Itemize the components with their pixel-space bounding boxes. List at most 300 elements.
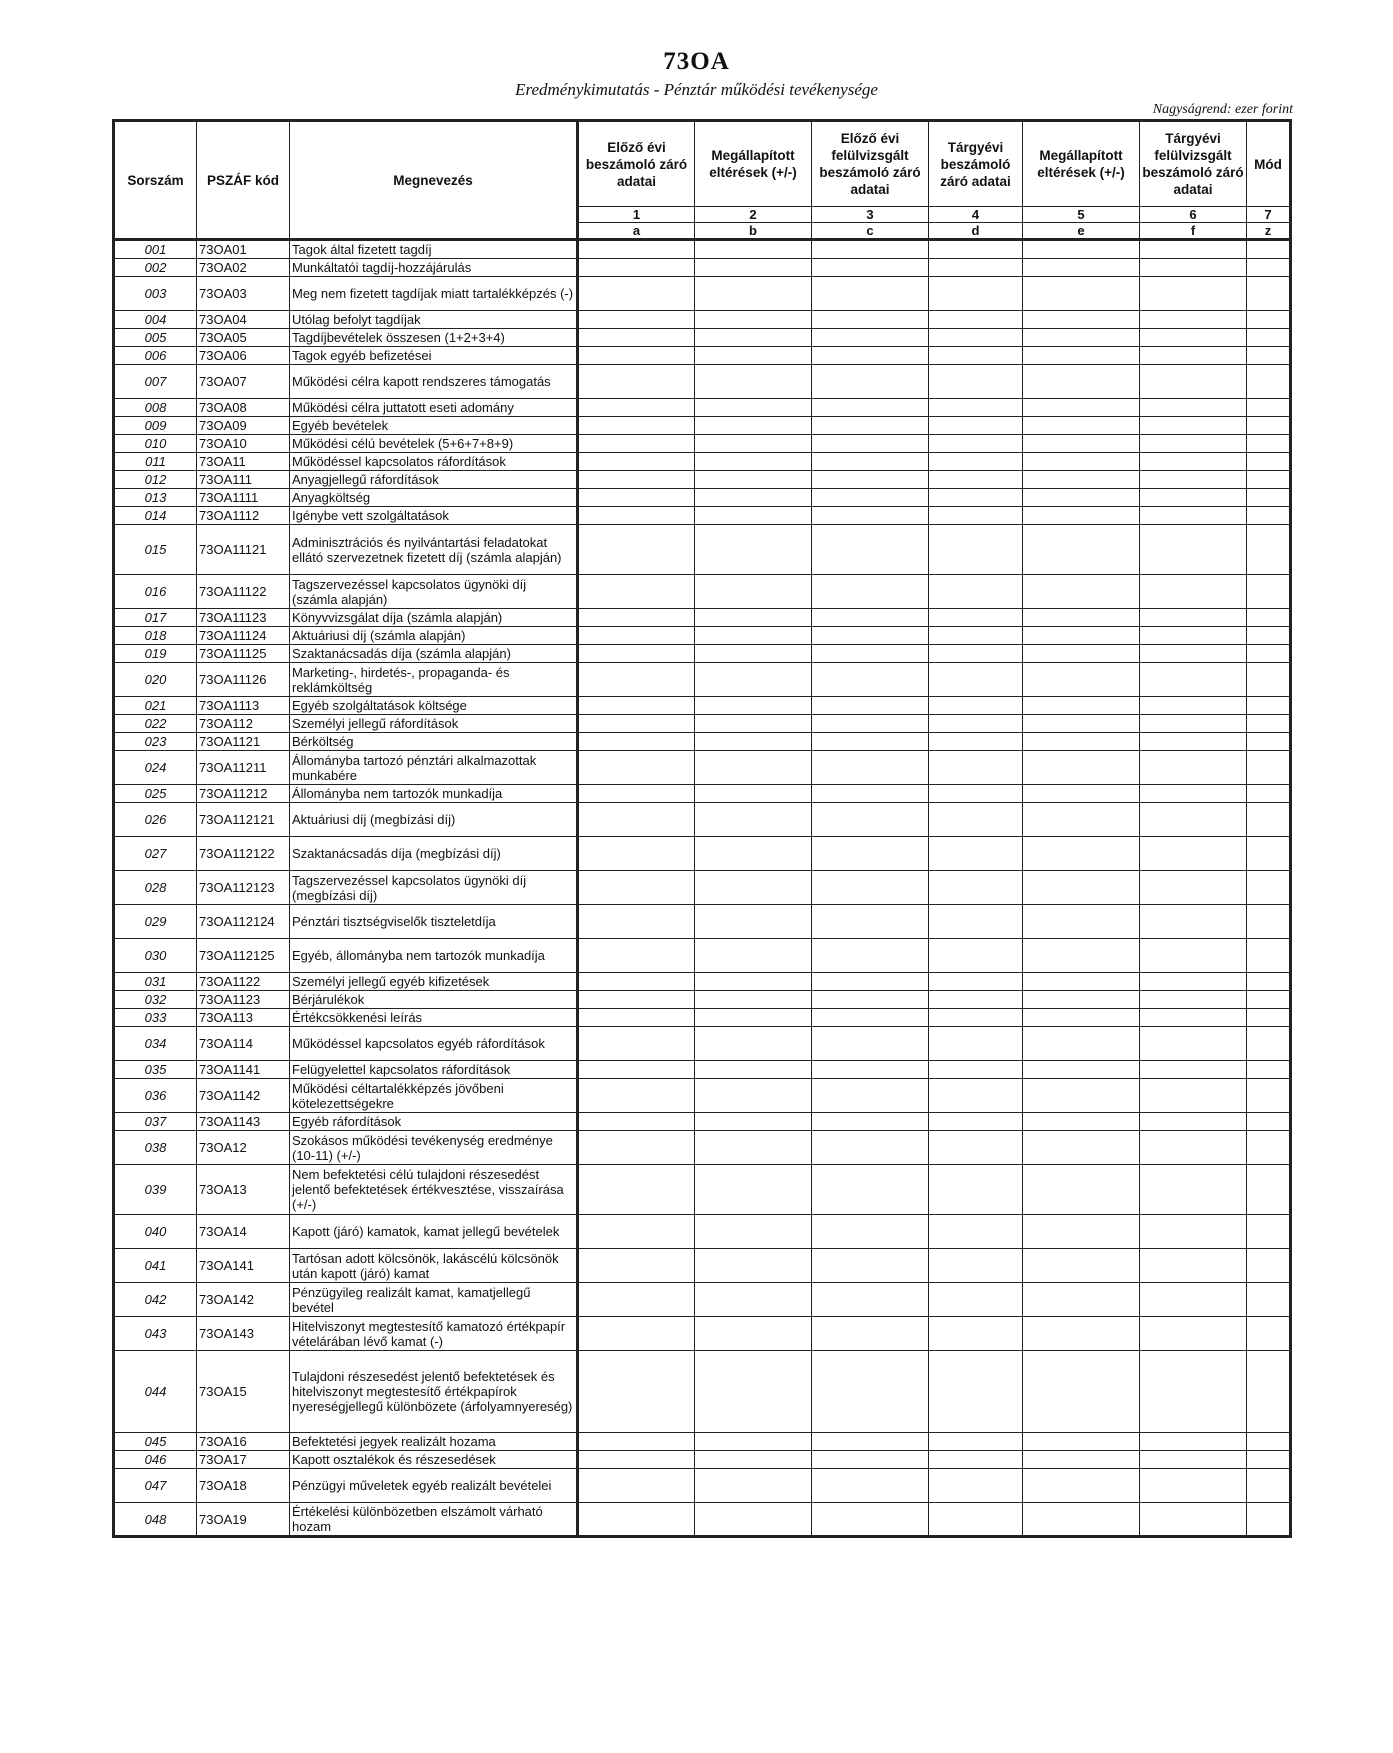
value-cell[interactable] — [1140, 785, 1247, 803]
value-cell[interactable] — [1023, 399, 1140, 417]
value-cell[interactable] — [1247, 991, 1291, 1009]
value-cell[interactable] — [1247, 973, 1291, 991]
value-cell[interactable] — [929, 905, 1023, 939]
value-cell[interactable] — [812, 575, 929, 609]
value-cell[interactable] — [578, 1351, 695, 1433]
value-cell[interactable] — [929, 1113, 1023, 1131]
value-cell[interactable] — [1140, 347, 1247, 365]
value-cell[interactable] — [929, 1451, 1023, 1469]
value-cell[interactable] — [1247, 905, 1291, 939]
value-cell[interactable] — [1023, 1009, 1140, 1027]
value-cell[interactable] — [929, 627, 1023, 645]
value-cell[interactable] — [578, 1451, 695, 1469]
value-cell[interactable] — [812, 1215, 929, 1249]
value-cell[interactable] — [812, 311, 929, 329]
value-cell[interactable] — [1140, 1283, 1247, 1317]
value-cell[interactable] — [1140, 715, 1247, 733]
value-cell[interactable] — [812, 991, 929, 1009]
value-cell[interactable] — [929, 871, 1023, 905]
value-cell[interactable] — [812, 1503, 929, 1537]
value-cell[interactable] — [1140, 697, 1247, 715]
value-cell[interactable] — [695, 1433, 812, 1451]
value-cell[interactable] — [695, 399, 812, 417]
value-cell[interactable] — [1023, 1351, 1140, 1433]
value-cell[interactable] — [929, 785, 1023, 803]
value-cell[interactable] — [1140, 1113, 1247, 1131]
value-cell[interactable] — [578, 399, 695, 417]
value-cell[interactable] — [695, 277, 812, 311]
value-cell[interactable] — [578, 1079, 695, 1113]
value-cell[interactable] — [1247, 751, 1291, 785]
value-cell[interactable] — [812, 1131, 929, 1165]
value-cell[interactable] — [578, 365, 695, 399]
value-cell[interactable] — [1023, 525, 1140, 575]
value-cell[interactable] — [695, 1249, 812, 1283]
value-cell[interactable] — [1023, 575, 1140, 609]
value-cell[interactable] — [929, 489, 1023, 507]
value-cell[interactable] — [1247, 1165, 1291, 1215]
value-cell[interactable] — [1247, 1131, 1291, 1165]
value-cell[interactable] — [1023, 697, 1140, 715]
value-cell[interactable] — [1023, 1165, 1140, 1215]
value-cell[interactable] — [1247, 489, 1291, 507]
value-cell[interactable] — [695, 1131, 812, 1165]
value-cell[interactable] — [1023, 489, 1140, 507]
value-cell[interactable] — [812, 507, 929, 525]
value-cell[interactable] — [1023, 259, 1140, 277]
value-cell[interactable] — [578, 1215, 695, 1249]
value-cell[interactable] — [578, 905, 695, 939]
value-cell[interactable] — [812, 1451, 929, 1469]
value-cell[interactable] — [695, 240, 812, 259]
value-cell[interactable] — [1023, 347, 1140, 365]
value-cell[interactable] — [695, 785, 812, 803]
value-cell[interactable] — [695, 453, 812, 471]
value-cell[interactable] — [929, 973, 1023, 991]
value-cell[interactable] — [695, 365, 812, 399]
value-cell[interactable] — [812, 1165, 929, 1215]
value-cell[interactable] — [578, 489, 695, 507]
value-cell[interactable] — [1247, 785, 1291, 803]
value-cell[interactable] — [578, 435, 695, 453]
value-cell[interactable] — [812, 1283, 929, 1317]
value-cell[interactable] — [1247, 240, 1291, 259]
value-cell[interactable] — [812, 645, 929, 663]
value-cell[interactable] — [1140, 1351, 1247, 1433]
value-cell[interactable] — [1140, 609, 1247, 627]
value-cell[interactable] — [695, 471, 812, 489]
value-cell[interactable] — [929, 1469, 1023, 1503]
value-cell[interactable] — [812, 1061, 929, 1079]
value-cell[interactable] — [1023, 507, 1140, 525]
value-cell[interactable] — [1140, 871, 1247, 905]
value-cell[interactable] — [1140, 1469, 1247, 1503]
value-cell[interactable] — [578, 277, 695, 311]
value-cell[interactable] — [1247, 1215, 1291, 1249]
value-cell[interactable] — [812, 697, 929, 715]
value-cell[interactable] — [812, 525, 929, 575]
value-cell[interactable] — [1247, 733, 1291, 751]
value-cell[interactable] — [578, 751, 695, 785]
value-cell[interactable] — [1140, 837, 1247, 871]
value-cell[interactable] — [929, 697, 1023, 715]
value-cell[interactable] — [1140, 311, 1247, 329]
value-cell[interactable] — [695, 575, 812, 609]
value-cell[interactable] — [1023, 803, 1140, 837]
value-cell[interactable] — [1140, 939, 1247, 973]
value-cell[interactable] — [578, 1009, 695, 1027]
value-cell[interactable] — [1140, 329, 1247, 347]
value-cell[interactable] — [1023, 1433, 1140, 1451]
value-cell[interactable] — [929, 1433, 1023, 1451]
value-cell[interactable] — [1140, 489, 1247, 507]
value-cell[interactable] — [1140, 1165, 1247, 1215]
value-cell[interactable] — [929, 399, 1023, 417]
value-cell[interactable] — [1140, 991, 1247, 1009]
value-cell[interactable] — [578, 471, 695, 489]
value-cell[interactable] — [929, 435, 1023, 453]
value-cell[interactable] — [812, 435, 929, 453]
value-cell[interactable] — [578, 311, 695, 329]
value-cell[interactable] — [812, 609, 929, 627]
value-cell[interactable] — [695, 417, 812, 435]
value-cell[interactable] — [812, 871, 929, 905]
value-cell[interactable] — [695, 1451, 812, 1469]
value-cell[interactable] — [1023, 1131, 1140, 1165]
value-cell[interactable] — [1247, 1009, 1291, 1027]
value-cell[interactable] — [1023, 715, 1140, 733]
value-cell[interactable] — [1023, 663, 1140, 697]
value-cell[interactable] — [812, 240, 929, 259]
value-cell[interactable] — [1023, 837, 1140, 871]
value-cell[interactable] — [812, 1009, 929, 1027]
value-cell[interactable] — [1140, 575, 1247, 609]
value-cell[interactable] — [1247, 277, 1291, 311]
value-cell[interactable] — [812, 1469, 929, 1503]
value-cell[interactable] — [929, 311, 1023, 329]
value-cell[interactable] — [1023, 1283, 1140, 1317]
value-cell[interactable] — [812, 1433, 929, 1451]
value-cell[interactable] — [929, 939, 1023, 973]
value-cell[interactable] — [578, 507, 695, 525]
value-cell[interactable] — [1247, 803, 1291, 837]
value-cell[interactable] — [812, 1113, 929, 1131]
value-cell[interactable] — [1140, 417, 1247, 435]
value-cell[interactable] — [1247, 1451, 1291, 1469]
value-cell[interactable] — [1140, 435, 1247, 453]
value-cell[interactable] — [1023, 1503, 1140, 1537]
value-cell[interactable] — [578, 240, 695, 259]
value-cell[interactable] — [695, 1215, 812, 1249]
value-cell[interactable] — [1140, 1503, 1247, 1537]
value-cell[interactable] — [929, 1249, 1023, 1283]
value-cell[interactable] — [812, 277, 929, 311]
value-cell[interactable] — [578, 525, 695, 575]
value-cell[interactable] — [578, 1131, 695, 1165]
value-cell[interactable] — [695, 733, 812, 751]
value-cell[interactable] — [1140, 1215, 1247, 1249]
value-cell[interactable] — [1247, 871, 1291, 905]
value-cell[interactable] — [578, 1027, 695, 1061]
value-cell[interactable] — [578, 837, 695, 871]
value-cell[interactable] — [1140, 627, 1247, 645]
value-cell[interactable] — [1023, 1317, 1140, 1351]
value-cell[interactable] — [1023, 1215, 1140, 1249]
value-cell[interactable] — [929, 1079, 1023, 1113]
value-cell[interactable] — [812, 399, 929, 417]
value-cell[interactable] — [1023, 365, 1140, 399]
value-cell[interactable] — [695, 663, 812, 697]
value-cell[interactable] — [812, 837, 929, 871]
value-cell[interactable] — [929, 471, 1023, 489]
value-cell[interactable] — [812, 1079, 929, 1113]
value-cell[interactable] — [929, 733, 1023, 751]
value-cell[interactable] — [578, 973, 695, 991]
value-cell[interactable] — [929, 1009, 1023, 1027]
value-cell[interactable] — [695, 973, 812, 991]
value-cell[interactable] — [929, 575, 1023, 609]
value-cell[interactable] — [929, 837, 1023, 871]
value-cell[interactable] — [1140, 1317, 1247, 1351]
value-cell[interactable] — [929, 1351, 1023, 1433]
value-cell[interactable] — [812, 259, 929, 277]
value-cell[interactable] — [695, 1317, 812, 1351]
value-cell[interactable] — [1023, 453, 1140, 471]
value-cell[interactable] — [1140, 525, 1247, 575]
value-cell[interactable] — [929, 240, 1023, 259]
value-cell[interactable] — [1140, 645, 1247, 663]
value-cell[interactable] — [1247, 627, 1291, 645]
value-cell[interactable] — [812, 1317, 929, 1351]
value-cell[interactable] — [929, 609, 1023, 627]
value-cell[interactable] — [695, 837, 812, 871]
value-cell[interactable] — [812, 751, 929, 785]
value-cell[interactable] — [812, 453, 929, 471]
value-cell[interactable] — [578, 417, 695, 435]
value-cell[interactable] — [812, 489, 929, 507]
value-cell[interactable] — [1023, 905, 1140, 939]
value-cell[interactable] — [695, 1351, 812, 1433]
value-cell[interactable] — [1023, 1113, 1140, 1131]
value-cell[interactable] — [929, 1503, 1023, 1537]
value-cell[interactable] — [578, 347, 695, 365]
value-cell[interactable] — [578, 627, 695, 645]
value-cell[interactable] — [1023, 939, 1140, 973]
value-cell[interactable] — [695, 1009, 812, 1027]
value-cell[interactable] — [929, 991, 1023, 1009]
value-cell[interactable] — [1247, 471, 1291, 489]
value-cell[interactable] — [812, 973, 929, 991]
value-cell[interactable] — [812, 785, 929, 803]
value-cell[interactable] — [1023, 973, 1140, 991]
value-cell[interactable] — [695, 905, 812, 939]
value-cell[interactable] — [1247, 311, 1291, 329]
value-cell[interactable] — [1023, 627, 1140, 645]
value-cell[interactable] — [695, 347, 812, 365]
value-cell[interactable] — [1023, 329, 1140, 347]
value-cell[interactable] — [812, 715, 929, 733]
value-cell[interactable] — [929, 751, 1023, 785]
value-cell[interactable] — [1140, 1451, 1247, 1469]
value-cell[interactable] — [812, 1027, 929, 1061]
value-cell[interactable] — [929, 1165, 1023, 1215]
value-cell[interactable] — [1140, 453, 1247, 471]
value-cell[interactable] — [695, 1079, 812, 1113]
value-cell[interactable] — [695, 435, 812, 453]
value-cell[interactable] — [578, 663, 695, 697]
value-cell[interactable] — [695, 525, 812, 575]
value-cell[interactable] — [1140, 1249, 1247, 1283]
value-cell[interactable] — [812, 733, 929, 751]
value-cell[interactable] — [929, 715, 1023, 733]
value-cell[interactable] — [929, 1131, 1023, 1165]
value-cell[interactable] — [695, 329, 812, 347]
value-cell[interactable] — [1247, 435, 1291, 453]
value-cell[interactable] — [1247, 1503, 1291, 1537]
value-cell[interactable] — [929, 329, 1023, 347]
value-cell[interactable] — [812, 1249, 929, 1283]
value-cell[interactable] — [929, 259, 1023, 277]
value-cell[interactable] — [578, 645, 695, 663]
value-cell[interactable] — [1247, 939, 1291, 973]
value-cell[interactable] — [929, 803, 1023, 837]
value-cell[interactable] — [812, 905, 929, 939]
value-cell[interactable] — [929, 365, 1023, 399]
value-cell[interactable] — [1023, 471, 1140, 489]
value-cell[interactable] — [695, 609, 812, 627]
value-cell[interactable] — [1140, 905, 1247, 939]
value-cell[interactable] — [1023, 751, 1140, 785]
value-cell[interactable] — [578, 785, 695, 803]
value-cell[interactable] — [1247, 697, 1291, 715]
value-cell[interactable] — [1023, 871, 1140, 905]
value-cell[interactable] — [578, 1113, 695, 1131]
value-cell[interactable] — [578, 1433, 695, 1451]
value-cell[interactable] — [695, 697, 812, 715]
value-cell[interactable] — [1247, 417, 1291, 435]
value-cell[interactable] — [578, 1283, 695, 1317]
value-cell[interactable] — [929, 663, 1023, 697]
value-cell[interactable] — [578, 575, 695, 609]
value-cell[interactable] — [1023, 1079, 1140, 1113]
value-cell[interactable] — [1247, 507, 1291, 525]
value-cell[interactable] — [578, 609, 695, 627]
value-cell[interactable] — [1140, 471, 1247, 489]
value-cell[interactable] — [1247, 1351, 1291, 1433]
value-cell[interactable] — [812, 329, 929, 347]
value-cell[interactable] — [1247, 1061, 1291, 1079]
value-cell[interactable] — [1140, 803, 1247, 837]
value-cell[interactable] — [1247, 1469, 1291, 1503]
value-cell[interactable] — [1023, 1469, 1140, 1503]
value-cell[interactable] — [695, 1469, 812, 1503]
value-cell[interactable] — [578, 259, 695, 277]
value-cell[interactable] — [1247, 399, 1291, 417]
value-cell[interactable] — [1023, 417, 1140, 435]
value-cell[interactable] — [578, 871, 695, 905]
value-cell[interactable] — [1023, 645, 1140, 663]
value-cell[interactable] — [1247, 645, 1291, 663]
value-cell[interactable] — [578, 733, 695, 751]
value-cell[interactable] — [812, 627, 929, 645]
value-cell[interactable] — [1023, 277, 1140, 311]
value-cell[interactable] — [1247, 1283, 1291, 1317]
value-cell[interactable] — [1140, 1433, 1247, 1451]
value-cell[interactable] — [1140, 663, 1247, 697]
value-cell[interactable] — [1247, 453, 1291, 471]
value-cell[interactable] — [1247, 347, 1291, 365]
value-cell[interactable] — [1247, 1113, 1291, 1131]
value-cell[interactable] — [578, 1317, 695, 1351]
value-cell[interactable] — [578, 453, 695, 471]
value-cell[interactable] — [578, 939, 695, 973]
value-cell[interactable] — [929, 1283, 1023, 1317]
value-cell[interactable] — [695, 645, 812, 663]
value-cell[interactable] — [1247, 1317, 1291, 1351]
value-cell[interactable] — [812, 417, 929, 435]
value-cell[interactable] — [695, 1283, 812, 1317]
value-cell[interactable] — [1247, 715, 1291, 733]
value-cell[interactable] — [1140, 507, 1247, 525]
value-cell[interactable] — [578, 803, 695, 837]
value-cell[interactable] — [929, 1061, 1023, 1079]
value-cell[interactable] — [1140, 1061, 1247, 1079]
value-cell[interactable] — [929, 417, 1023, 435]
value-cell[interactable] — [1023, 1249, 1140, 1283]
value-cell[interactable] — [695, 751, 812, 785]
value-cell[interactable] — [578, 715, 695, 733]
value-cell[interactable] — [929, 1215, 1023, 1249]
value-cell[interactable] — [1023, 1061, 1140, 1079]
value-cell[interactable] — [1247, 1027, 1291, 1061]
value-cell[interactable] — [695, 627, 812, 645]
value-cell[interactable] — [1247, 1249, 1291, 1283]
value-cell[interactable] — [1140, 1009, 1247, 1027]
value-cell[interactable] — [1023, 609, 1140, 627]
value-cell[interactable] — [812, 803, 929, 837]
value-cell[interactable] — [695, 803, 812, 837]
value-cell[interactable] — [1140, 399, 1247, 417]
value-cell[interactable] — [929, 1317, 1023, 1351]
value-cell[interactable] — [1140, 751, 1247, 785]
value-cell[interactable] — [1023, 1027, 1140, 1061]
value-cell[interactable] — [695, 507, 812, 525]
value-cell[interactable] — [695, 259, 812, 277]
value-cell[interactable] — [1140, 733, 1247, 751]
value-cell[interactable] — [1247, 365, 1291, 399]
value-cell[interactable] — [1140, 973, 1247, 991]
value-cell[interactable] — [1023, 240, 1140, 259]
value-cell[interactable] — [578, 329, 695, 347]
value-cell[interactable] — [695, 1027, 812, 1061]
value-cell[interactable] — [1140, 240, 1247, 259]
value-cell[interactable] — [695, 1061, 812, 1079]
value-cell[interactable] — [695, 871, 812, 905]
value-cell[interactable] — [578, 1469, 695, 1503]
value-cell[interactable] — [1140, 1079, 1247, 1113]
value-cell[interactable] — [695, 1503, 812, 1537]
value-cell[interactable] — [1140, 1131, 1247, 1165]
value-cell[interactable] — [1247, 1433, 1291, 1451]
value-cell[interactable] — [1247, 525, 1291, 575]
value-cell[interactable] — [695, 715, 812, 733]
value-cell[interactable] — [812, 663, 929, 697]
value-cell[interactable] — [1140, 1027, 1247, 1061]
value-cell[interactable] — [929, 1027, 1023, 1061]
value-cell[interactable] — [578, 1503, 695, 1537]
value-cell[interactable] — [812, 1351, 929, 1433]
value-cell[interactable] — [929, 507, 1023, 525]
